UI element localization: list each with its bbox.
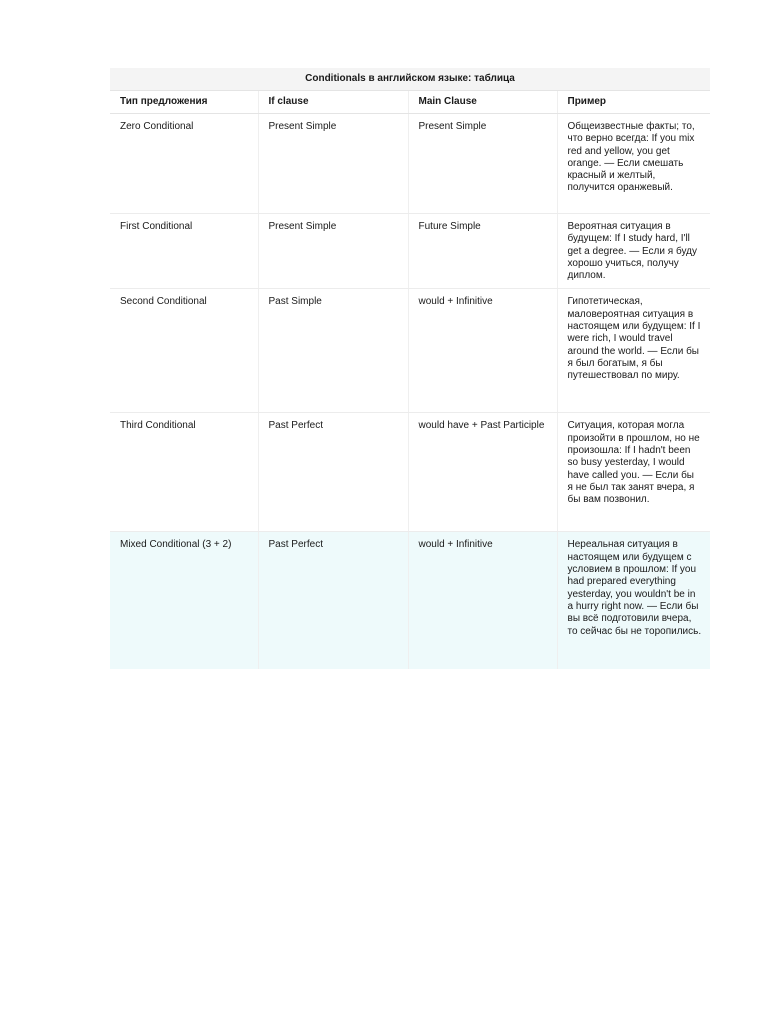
cell-if-clause: Past Simple	[258, 289, 408, 413]
cell-example: Ситуация, которая могла произойти в прошлом, но не произошла: If I hadn't been so busy yesterday, I would have called you. — Если бы я не был так занят вчера, я бы вам позвонил.	[557, 413, 710, 532]
cell-example: Нереальная ситуация в настоящем или будущем с условием в прошлом: If you had prepared everything yesterday, you wouldn't be in a hurry right now. — Если бы вы всё подготовили вчера, то сейчас бы не торопились.	[557, 532, 710, 670]
conditionals-table	[110, 68, 710, 669]
cell-if-clause: Past Perfect	[258, 413, 408, 532]
column-header-main-clause: Main Clause	[408, 91, 557, 114]
cell-main-clause: would + Infinitive	[408, 289, 557, 413]
cell-type: Second Conditional	[110, 289, 258, 413]
cell-type: First Conditional	[110, 214, 258, 289]
cell-main-clause: Future Simple	[408, 214, 557, 289]
cell-example: Общеизвестные факты; то, что верно всегда: If you mix red and yellow, you get orange. — Если смешать красный и желтый, получится оранжевый.	[557, 114, 710, 214]
column-header-example: Пример	[557, 91, 710, 114]
cell-type: Zero Conditional	[110, 114, 258, 214]
table-row	[110, 114, 710, 214]
cell-example: Гипотетическая, маловероятная ситуация в настоящем или будущем: If I were rich, I would travel around the world. — Если бы я был богатым, я бы путешествовал по миру.	[557, 289, 710, 413]
cell-if-clause: Present Simple	[258, 214, 408, 289]
cell-main-clause: Present Simple	[408, 114, 557, 214]
cell-main-clause: would have + Past Participle	[408, 413, 557, 532]
table-title: Conditionals в английском языке: таблица	[110, 68, 710, 91]
table-row	[110, 413, 710, 532]
table-row	[110, 532, 710, 670]
column-header-if-clause: If clause	[258, 91, 408, 114]
cell-if-clause: Past Perfect	[258, 532, 408, 670]
cell-main-clause: would + Infinitive	[408, 532, 557, 670]
cell-type: Third Conditional	[110, 413, 258, 532]
table-header-row	[110, 91, 710, 114]
column-header-type: Тип предложения	[110, 91, 258, 114]
cell-type: Mixed Conditional (3 + 2)	[110, 532, 258, 670]
table-row	[110, 214, 710, 289]
table-row	[110, 289, 710, 413]
cell-if-clause: Present Simple	[258, 114, 408, 214]
cell-example: Вероятная ситуация в будущем: If I study hard, I'll get a degree. — Если я буду хорошо учиться, получу диплом.	[557, 214, 710, 289]
table-title-row	[110, 68, 710, 91]
